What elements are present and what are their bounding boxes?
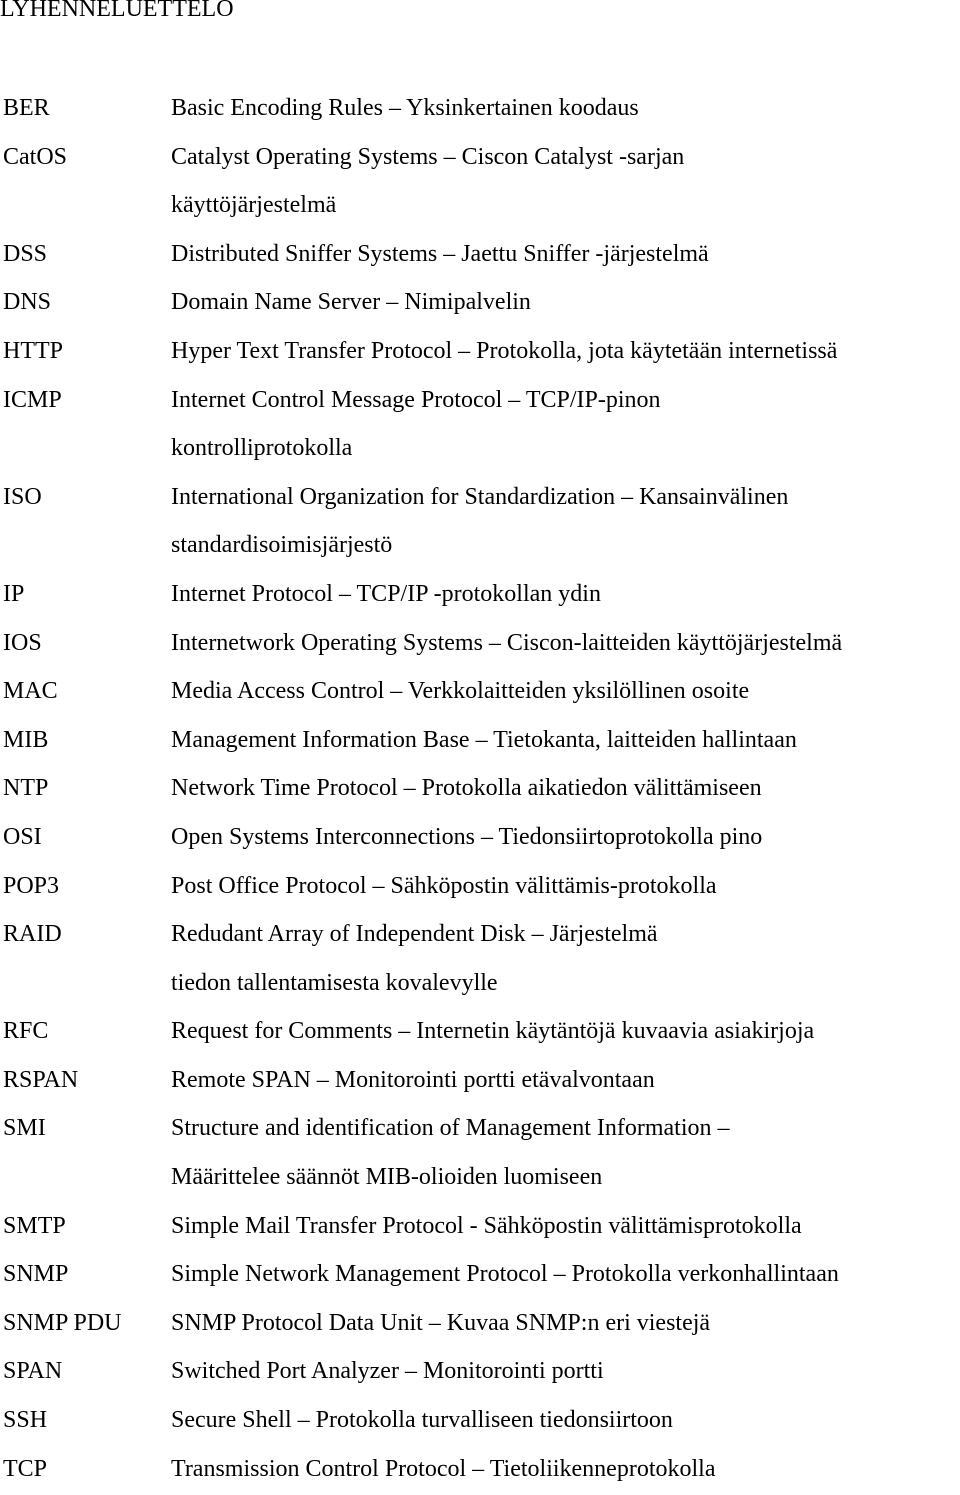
abbreviation-list <box>0 86 960 1495</box>
abbreviation-definition: Simple Network Management Protocol – Protokolla verkonhallintaan <box>171 1261 839 1288</box>
abbreviation-definition: Switched Port Analyzer – Monitorointi portti <box>171 1358 604 1385</box>
abbreviation-term: SMTP <box>3 1212 66 1239</box>
list-item <box>0 378 960 427</box>
abbreviation-definition: Management Information Base – Tietokanta, laitteiden hallintaan <box>171 726 797 753</box>
abbreviation-definition: Request for Comments – Internetin käytäntöjä kuvaavia asiakirjoja <box>171 1018 815 1045</box>
abbreviation-term: RSPAN <box>3 1066 79 1093</box>
abbreviation-term: ISO <box>3 483 42 510</box>
list-item <box>0 280 960 329</box>
list-item <box>0 329 960 378</box>
list-item <box>0 766 960 815</box>
abbreviation-term: IP <box>3 580 25 607</box>
list-item-continuation <box>0 523 960 572</box>
abbreviation-definition: Secure Shell – Protokolla turvalliseen tiedonsiirtoon <box>171 1407 673 1434</box>
list-item <box>0 912 960 961</box>
abbreviation-term: HTTP <box>3 337 63 364</box>
abbreviation-definition: Internet Control Message Protocol – TCP/IP-pinon <box>171 386 661 413</box>
list-item <box>0 475 960 524</box>
list-item <box>0 1009 960 1058</box>
list-item-continuation <box>0 1155 960 1204</box>
abbreviation-definition: International Organization for Standardization – Kansainvälinen <box>171 483 789 510</box>
abbreviation-term: SPAN <box>3 1358 63 1385</box>
list-item <box>0 232 960 281</box>
list-item <box>0 86 960 135</box>
abbreviation-definition: Catalyst Operating Systems – Ciscon Catalyst -sarjan <box>171 143 685 170</box>
list-item <box>0 135 960 184</box>
list-item-continuation <box>0 183 960 232</box>
abbreviation-term: TCP <box>3 1455 48 1482</box>
abbreviation-term: SNMP <box>3 1261 69 1288</box>
list-item <box>0 1058 960 1107</box>
abbreviation-term: IOS <box>3 629 42 656</box>
abbreviation-term: DNS <box>3 289 52 316</box>
abbreviation-term: CatOS <box>3 143 68 170</box>
abbreviation-definition: Basic Encoding Rules – Yksinkertainen koodaus <box>171 95 639 121</box>
abbreviation-definition: Simple Mail Transfer Protocol - Sähköpostin välittämisprotokolla <box>171 1212 802 1239</box>
abbreviation-term: RFC <box>3 1018 49 1045</box>
abbreviation-definition: Structure and identification of Management Information – <box>171 1115 730 1142</box>
abbreviation-term: MIB <box>3 726 49 753</box>
abbreviation-definition: Open Systems Interconnections – Tiedonsiirtoprotokolla pino <box>171 823 763 850</box>
abbreviation-term: NTP <box>3 775 49 802</box>
abbreviation-definition: Distributed Sniffer Systems – Jaettu Sniffer -järjestelmä <box>171 240 709 267</box>
abbreviation-definition: Redudant Array of Independent Disk – Järjestelmä <box>171 921 658 948</box>
abbreviation-term: OSI <box>3 823 42 850</box>
list-item <box>0 718 960 767</box>
abbreviation-definition: Post Office Protocol – Sähköpostin välittämis-protokolla <box>171 872 717 899</box>
abbreviation-term: MAC <box>3 678 58 705</box>
list-item <box>0 669 960 718</box>
abbreviation-term: RAID <box>3 921 62 948</box>
abbreviation-definition: tiedon tallentamisesta kovalevylle <box>171 969 498 996</box>
list-item <box>0 1349 960 1398</box>
abbreviation-term: SNMP PDU <box>3 1309 122 1336</box>
abbreviation-definition: Network Time Protocol – Protokolla aikatiedon välittämiseen <box>171 775 762 802</box>
abbreviation-term: BER <box>3 95 50 121</box>
abbreviation-definition: Domain Name Server – Nimipalvelin <box>171 289 531 316</box>
list-item <box>0 572 960 621</box>
abbreviation-term: DSS <box>3 240 48 267</box>
list-item-continuation <box>0 961 960 1010</box>
abbreviation-definition: Määrittelee säännöt MIB-olioiden luomiseen <box>171 1164 603 1191</box>
list-item <box>0 1301 960 1350</box>
abbreviation-definition: Media Access Control – Verkkolaitteiden yksilöllinen osoite <box>171 678 750 705</box>
list-item <box>0 1398 960 1447</box>
abbreviation-definition: Internetwork Operating Systems – Ciscon-laitteiden käyttöjärjestelmä <box>171 629 843 656</box>
abbreviation-term: SSH <box>3 1407 48 1434</box>
abbreviation-definition: Remote SPAN – Monitorointi portti etävalvontaan <box>171 1066 655 1093</box>
list-item <box>0 864 960 913</box>
abbreviation-definition: Transmission Control Protocol – Tietoliikenneprotokolla <box>171 1455 716 1482</box>
page-title: LYHENNELUETTELO <box>0 0 234 22</box>
abbreviation-definition: käyttöjärjestelmä <box>171 192 337 219</box>
list-item <box>0 621 960 670</box>
abbreviation-definition: kontrolliprotokolla <box>171 435 353 462</box>
list-item <box>0 1204 960 1253</box>
list-item <box>0 1252 960 1301</box>
abbreviation-definition: standardisoimisjärjestö <box>171 532 393 559</box>
abbreviation-definition: SNMP Protocol Data Unit – Kuvaa SNMP:n eri viestejä <box>171 1309 711 1336</box>
abbreviation-term: ICMP <box>3 386 62 413</box>
list-item <box>0 1106 960 1155</box>
abbreviation-term: SMI <box>3 1115 46 1142</box>
list-item-continuation <box>0 426 960 475</box>
abbreviation-definition: Hyper Text Transfer Protocol – Protokolla, jota käytetään internetissä <box>171 337 838 364</box>
abbreviation-term: POP3 <box>3 872 60 899</box>
abbreviation-definition: Internet Protocol – TCP/IP -protokollan ydin <box>171 580 601 607</box>
list-item <box>0 815 960 864</box>
list-item <box>0 1447 960 1495</box>
